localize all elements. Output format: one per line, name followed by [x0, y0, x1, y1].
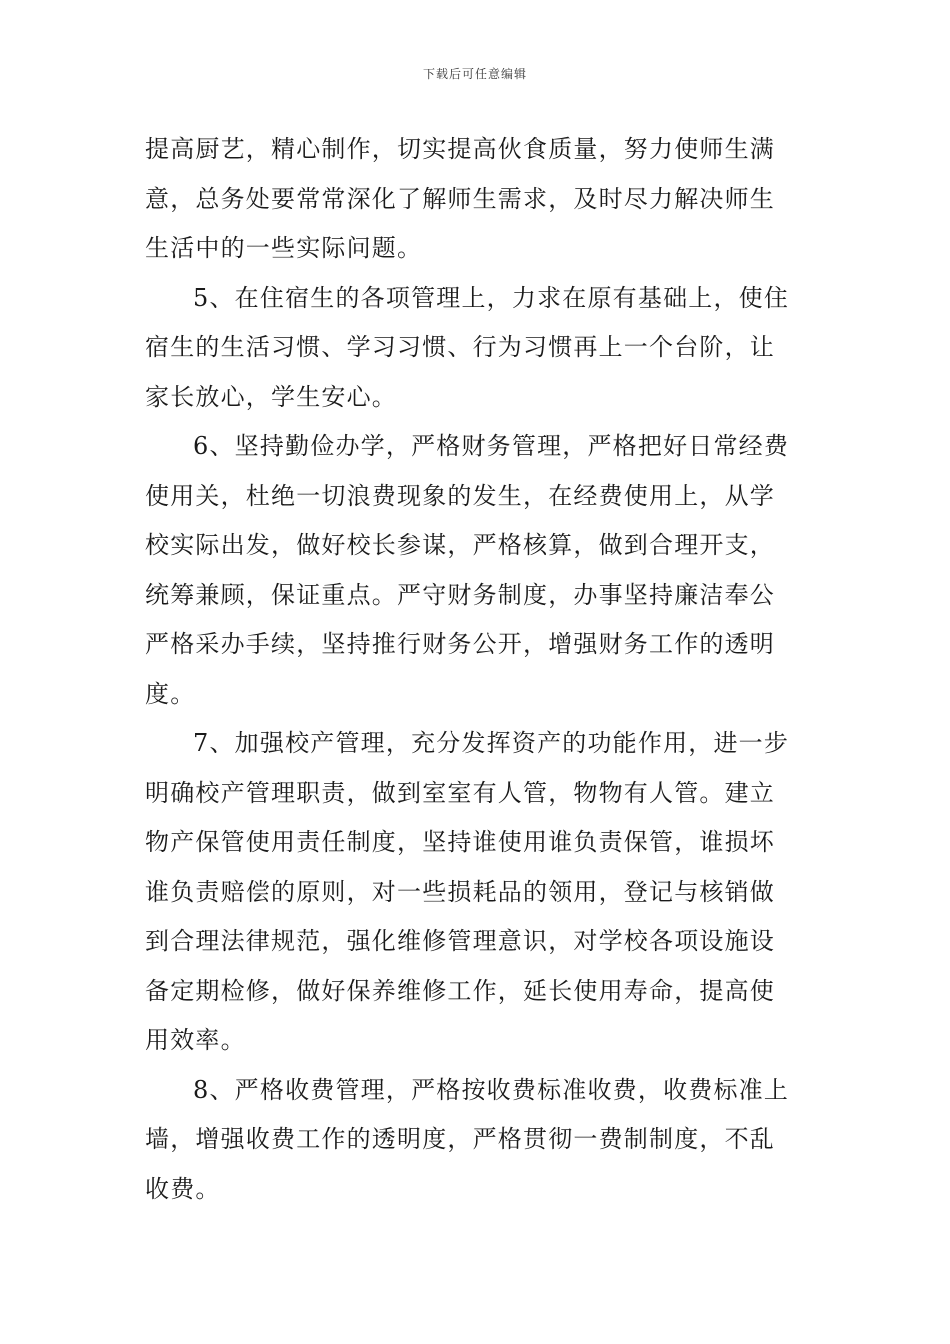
text-line: 明确校产管理职责，做到室室有人管，物物有人管。建立 — [145, 778, 775, 807]
text-line: 度。 — [145, 679, 196, 708]
text-line: 用效率。 — [145, 1026, 246, 1054]
text-line: 宿生的生活习惯、学习习惯、行为习惯再上一个台阶，让 — [145, 333, 775, 361]
text-line: 谁负责赔偿的原则，对一些损耗品的领用，登记与核销做 — [145, 877, 775, 906]
text-line: 提高厨艺，精心制作，切实提高伙食质量，努力使师生满 — [145, 135, 775, 163]
text-line: 物产保管使用责任制度，坚持谁使用谁负责保管，谁损坏 — [145, 828, 775, 856]
text-line: 意，总务处要常常深化了解师生需求，及时尽力解决师生 — [145, 184, 775, 213]
page-header: 下载后可任意编辑 — [422, 67, 527, 81]
text-line: 家长放心，学生安心。 — [145, 382, 397, 411]
text-line: 使用关，杜绝一切浪费现象的发生，在经费使用上，从学 — [145, 481, 775, 510]
text-line: 收费。 — [145, 1174, 221, 1203]
document-body — [145, 125, 807, 1214]
text-line: 到合理法律规范，强化维修管理意识，对学校各项设施设 — [145, 927, 775, 955]
paragraph-8-start: 8、严格收费管理，严格按收费标准收费，收费标准上 — [193, 1075, 790, 1104]
text-line: 生活中的一些实际问题。 — [145, 234, 423, 262]
paragraph-6-start: 6、坚持勤俭办学，严格财务管理，严格把好日常经费 — [193, 432, 790, 460]
text-line: 墙，增强收费工作的透明度，严格贯彻一费制制度，不乱 — [145, 1125, 775, 1153]
text-line: 备定期检修，做好保养维修工作，延长使用寿命，提高使 — [145, 976, 775, 1005]
text-line: 校实际出发，做好校长参谋，严格核算，做到合理开支， — [145, 531, 775, 559]
paragraph-5-start: 5、在住宿生的各项管理上，力求在原有基础上，使住 — [193, 283, 790, 312]
text-line: 严格采办手续，坚持推行财务公开，增强财务工作的透明 — [145, 630, 775, 658]
text-line: 统筹兼顾，保证重点。严守财务制度，办事坚持廉洁奉公 — [145, 580, 775, 609]
paragraph-7-start: 7、加强校产管理，充分发挥资产的功能作用，进一步 — [193, 729, 790, 757]
